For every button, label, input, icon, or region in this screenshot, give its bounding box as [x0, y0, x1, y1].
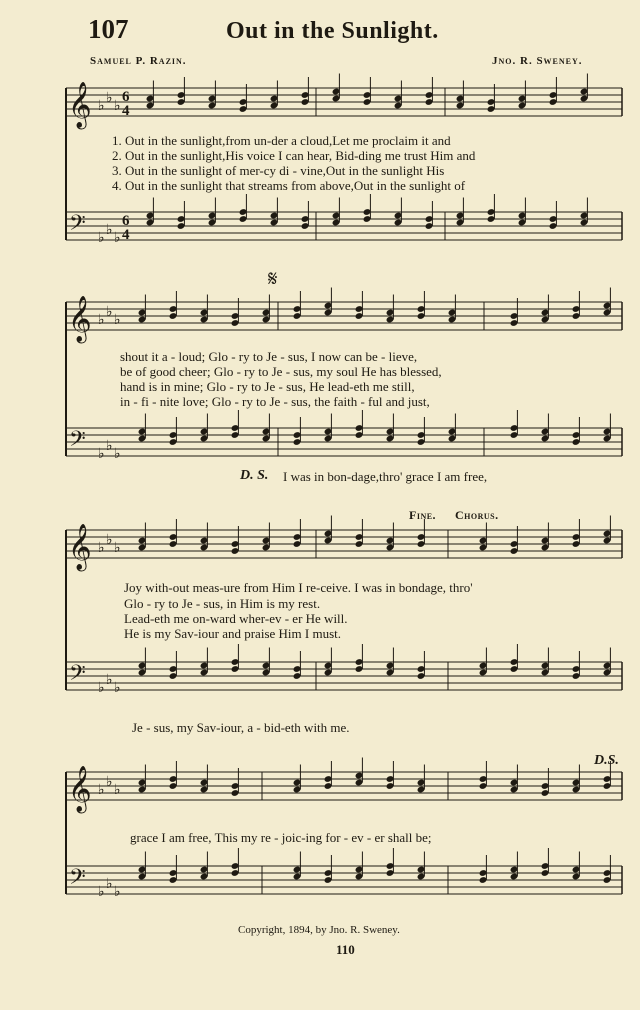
flat-icon: ♭: [106, 877, 113, 892]
copyright-notice: Copyright, 1894, by Jno. R. Sweney.: [238, 924, 400, 936]
composer-credit: Jno. R. Sweney.: [492, 55, 583, 67]
flat-icon: ♭: [114, 231, 121, 246]
hymn-number: 107: [88, 14, 129, 44]
chorus-mark: Chorus.: [455, 508, 499, 522]
lyric-line: be of good cheer; Glo - ry to Je - sus, my soul He has blessed,: [120, 364, 442, 379]
lyric-line: shout it a - loud; Glo - ry to Je - sus, I now can be - lieve,: [120, 349, 418, 364]
time-signature-top: 6: [122, 213, 130, 229]
flat-icon: ♭: [114, 447, 121, 462]
lyricist-credit: Samuel P. Razin.: [90, 55, 187, 67]
segno-sign: 𝄋: [268, 266, 278, 291]
flat-icon: ♭: [114, 99, 121, 114]
lyric-line: 4. Out in the sunlight that streams from above,Out in the sunlight of: [112, 178, 466, 193]
treble-clef-icon: 𝄞: [68, 524, 92, 570]
time-signature-bottom: 4: [122, 227, 130, 243]
flat-icon: ♭: [106, 533, 113, 548]
flat-icon: ♭: [98, 783, 105, 798]
lyric-line: grace I am free, This my re - joic-ing for - ev - er shall be;: [130, 830, 432, 845]
flat-icon: ♭: [98, 681, 105, 696]
flat-icon: ♭: [98, 447, 105, 462]
bass-clef-icon: 𝄢: [69, 211, 86, 241]
lyric-line: in - fi - nite love; Glo - ry to Je - sus, the faith - ful and just,: [120, 394, 430, 409]
bass-lyric-line: Je - sus, my Sav-iour, a - bid-eth with me.: [132, 720, 350, 735]
lyric-line: 3. Out in the sunlight of mer-cy di - vine,Out in the sunlight His: [112, 163, 445, 178]
flat-icon: ♭: [106, 223, 113, 238]
flat-icon: ♭: [98, 99, 105, 114]
flat-icon: ♭: [106, 775, 113, 790]
flat-icon: ♭: [114, 541, 121, 556]
treble-clef-icon: 𝄞: [68, 82, 92, 128]
flat-icon: ♭: [114, 681, 121, 696]
fine-mark: Fine.: [409, 508, 437, 522]
flat-icon: ♭: [98, 885, 105, 900]
flat-icon: ♭: [106, 439, 113, 454]
bass-clef-icon: 𝄢: [69, 865, 86, 895]
flat-icon: ♭: [106, 673, 113, 688]
bass-lyric-line: I was in bon-dage,thro' grace I am free,: [283, 469, 488, 484]
flat-icon: ♭: [114, 783, 121, 798]
bass-clef-icon: 𝄢: [69, 661, 86, 691]
treble-clef-icon: 𝄞: [68, 296, 92, 342]
flat-icon: ♭: [106, 305, 113, 320]
flat-icon: ♭: [106, 91, 113, 106]
time-signature-top: 6: [122, 89, 130, 105]
time-signature-bottom: 4: [122, 103, 130, 119]
lyric-line: Glo - ry to Je - sus, in Him is my rest.: [124, 596, 321, 611]
bass-clef-icon: 𝄢: [69, 427, 86, 457]
lyric-line: 2. Out in the sunlight,His voice I can hear, Bid-ding me trust Him and: [112, 148, 476, 163]
dal-segno-marker: D. S.: [240, 468, 269, 483]
treble-clef-icon: 𝄞: [68, 766, 92, 812]
flat-icon: ♭: [98, 541, 105, 556]
lyric-line: Joy with-out meas-ure from Him I re-ceive. I was in bondage, thro': [124, 580, 473, 595]
lyric-line: He is my Sav-iour and praise Him I must.: [124, 626, 341, 641]
flat-icon: ♭: [98, 313, 105, 328]
flat-icon: ♭: [98, 231, 105, 246]
lyric-line: hand is in mine; Glo - ry to Je - sus, He lead-eth me still,: [120, 379, 415, 394]
page-number: 110: [336, 942, 355, 957]
lyric-line: 1. Out in the sunlight,from un-der a cloud,Let me proclaim it and: [112, 133, 451, 148]
hymn-title: Out in the Sunlight.: [226, 18, 439, 44]
flat-icon: ♭: [114, 885, 121, 900]
dal-segno-end-mark: D.S.: [594, 753, 619, 768]
lyric-line: Lead-eth me on-ward wher-ev - er He will.: [124, 611, 348, 626]
flat-icon: ♭: [114, 313, 121, 328]
